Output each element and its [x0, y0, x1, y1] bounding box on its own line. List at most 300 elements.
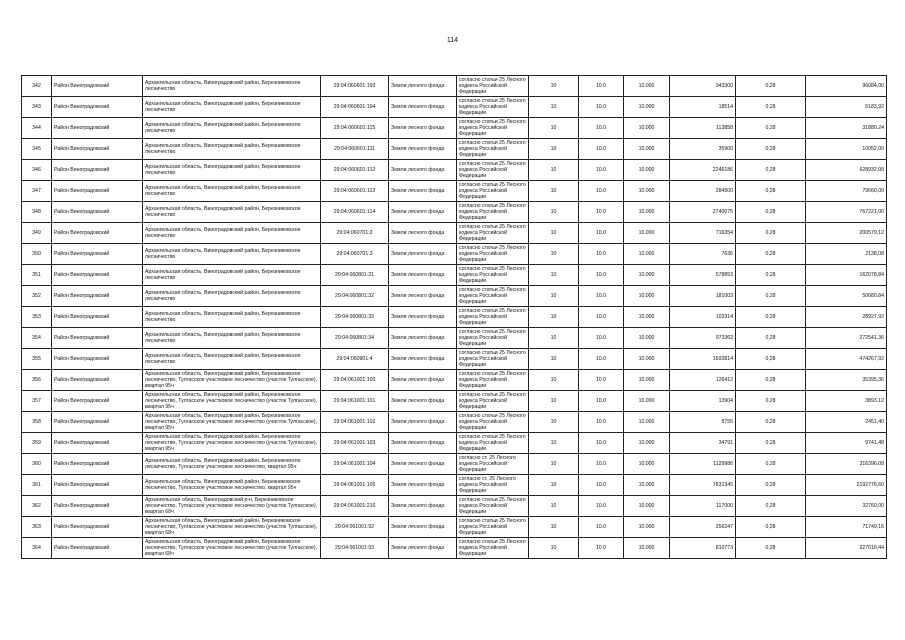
legal-basis-cell: согласно статьи 25 Лесного кодекса Российской Федерации — [457, 181, 529, 202]
land-category-cell: Земли лесного фонда — [389, 433, 457, 454]
legal-basis-cell: согласно статьи 25 Лесного кодекса Российской Федерации — [457, 433, 529, 454]
land-category-cell: Земли лесного фонда — [389, 181, 457, 202]
sum-cell: 96084,00 — [806, 76, 887, 97]
value-cell-1: 10 — [529, 97, 579, 118]
value-cell-2: 10.0 — [579, 370, 624, 391]
district-cell: Район Виноградовский — [52, 139, 143, 160]
cadastral-number-cell: 29:04:060801:34 — [321, 328, 389, 349]
row-number-cell: 342 — [22, 76, 52, 97]
sum-cell: 10052,00 — [806, 139, 887, 160]
value-cell-2: 10.0 — [579, 286, 624, 307]
rate-cell: 0,28 — [736, 181, 806, 202]
sum-cell: 5183,92 — [806, 97, 887, 118]
value-cell-2: 10.0 — [579, 202, 624, 223]
legal-basis-cell: согласно статьи 25 Лесного кодекса Российской Федерации — [457, 265, 529, 286]
value-cell-1: 10 — [529, 286, 579, 307]
table-row — [22, 475, 887, 496]
value-cell-3: 10.000 — [624, 244, 670, 265]
value-cell-1: 10 — [529, 118, 579, 139]
area-cell: 8755 — [670, 412, 736, 433]
table-row — [22, 244, 887, 265]
value-cell-1: 10 — [529, 223, 579, 244]
land-category-cell: Земли лесного фонда — [389, 349, 457, 370]
legal-basis-cell: согласно статьи 25 Лесного кодекса Российской Федерации — [457, 286, 529, 307]
sum-cell: 767221,00 — [806, 202, 887, 223]
area-cell: 2246186 — [670, 160, 736, 181]
cadastral-number-cell: 29:04:060601:112 — [321, 160, 389, 181]
address-cell: Архангельская область, Виноградовский район, Березниковское лесничество — [143, 286, 321, 307]
cadastral-number-cell: 29:04:061001:216 — [321, 496, 389, 517]
district-cell: Район Виноградовский — [52, 433, 143, 454]
table-row — [22, 496, 887, 517]
row-number-cell: 358 — [22, 412, 52, 433]
address-cell: Архангельская область, Виноградовский район, Березниковское лесничество, Тулгасское участковое лесничество (участок Тулгасское), квартал 68ч — [143, 538, 321, 559]
row-number-cell: 363 — [22, 517, 52, 538]
area-cell: 117000 — [670, 496, 736, 517]
value-cell-3: 10.000 — [624, 118, 670, 139]
value-cell-1: 10 — [529, 454, 579, 475]
value-cell-1: 10 — [529, 307, 579, 328]
value-cell-1: 10 — [529, 244, 579, 265]
address-cell: Архангельская область, Виноградовский район, Березниковское лесничество, Тулгасское участковое лесничество (участок Тулгасское), квартал 95ч — [143, 391, 321, 412]
value-cell-3: 10.000 — [624, 328, 670, 349]
table-row — [22, 223, 887, 244]
area-cell: 973362 — [670, 328, 736, 349]
sum-cell: 227016,44 — [806, 538, 887, 559]
value-cell-3: 10.000 — [624, 433, 670, 454]
legal-basis-cell: согласно статьи 25 Лесного кодекса Российской Федерации — [457, 244, 529, 265]
district-cell: Район Виноградовский — [52, 97, 143, 118]
value-cell-3: 10.000 — [624, 286, 670, 307]
value-cell-2: 10.0 — [579, 160, 624, 181]
row-number-cell: 362 — [22, 496, 52, 517]
value-cell-3: 10.000 — [624, 76, 670, 97]
value-cell-2: 10.0 — [579, 307, 624, 328]
row-number-cell: 352 — [22, 286, 52, 307]
value-cell-1: 10 — [529, 76, 579, 97]
land-category-cell: Земли лесного фонда — [389, 286, 457, 307]
sum-cell: 71749,16 — [806, 517, 887, 538]
value-cell-2: 10.0 — [579, 244, 624, 265]
rate-cell: 0,28 — [736, 496, 806, 517]
cadastral-number-cell: 29:04:061001:104 — [321, 454, 389, 475]
row-number-cell: 360 — [22, 454, 52, 475]
area-cell: 7831345 — [670, 475, 736, 496]
area-cell: 103314 — [670, 307, 736, 328]
table-row — [22, 118, 887, 139]
address-cell: Архангельская область, Виноградовский район, Березниковское лесничество — [143, 76, 321, 97]
value-cell-3: 10.000 — [624, 202, 670, 223]
cadastral-number-cell: 29:04:060801:32 — [321, 286, 389, 307]
value-cell-1: 10 — [529, 391, 579, 412]
page-number: 114 — [446, 37, 459, 44]
value-cell-2: 10.0 — [579, 391, 624, 412]
district-cell: Район Виноградовский — [52, 244, 143, 265]
row-number-cell: 364 — [22, 538, 52, 559]
cadastral-number-cell: 29:04:060601:113 — [321, 181, 389, 202]
value-cell-3: 10.000 — [624, 160, 670, 181]
district-cell: Район Виноградовский — [52, 160, 143, 181]
table-row — [22, 328, 887, 349]
table-row — [22, 139, 887, 160]
row-number-cell: 354 — [22, 328, 52, 349]
land-category-cell: Земли лесного фонда — [389, 307, 457, 328]
value-cell-2: 10.0 — [579, 223, 624, 244]
legal-basis-cell: согласно статьи 25 Лесного кодекса Российской Федерации — [457, 538, 529, 559]
rate-cell: 0,28 — [736, 538, 806, 559]
value-cell-1: 10 — [529, 475, 579, 496]
value-cell-1: 10 — [529, 139, 579, 160]
row-number-cell: 348 — [22, 202, 52, 223]
legal-basis-cell: согласно статьи 25 Лесного кодекса Российской Федерации — [457, 349, 529, 370]
area-cell: 343300 — [670, 76, 736, 97]
cadastral-number-cell: 29:04:060901:4 — [321, 349, 389, 370]
sum-cell: 474267,92 — [806, 349, 887, 370]
value-cell-3: 10.000 — [624, 391, 670, 412]
address-cell: Архангельская область, Виноградовский район, Березниковское лесничество — [143, 349, 321, 370]
address-cell: Архангельская область, Виноградовский район, Березниковское лесничество — [143, 244, 321, 265]
district-cell: Район Виноградовский — [52, 307, 143, 328]
table-row — [22, 160, 887, 181]
value-cell-2: 10.0 — [579, 412, 624, 433]
district-cell: Район Виноградовский — [52, 223, 143, 244]
value-cell-1: 10 — [529, 160, 579, 181]
cadastral-number-cell: 29:04:060601:111 — [321, 139, 389, 160]
area-cell: 810773 — [670, 538, 736, 559]
value-cell-3: 10.000 — [624, 97, 670, 118]
cadastral-number-cell: 29:04:060801:31 — [321, 265, 389, 286]
address-cell: Архангельская область, Виноградовский район, Березниковское лесничество — [143, 160, 321, 181]
cadastral-number-cell: 29:04:060601:193 — [321, 76, 389, 97]
address-cell: Архангельская область, Виноградовский район, Березниковское лесничество, Тулгасское участковое лесничество (участок Тулгасское), квартал 95ч — [143, 370, 321, 391]
area-cell: 113858 — [670, 118, 736, 139]
address-cell: Архангельская область, Виноградовский район, Березниковское лесничество — [143, 307, 321, 328]
value-cell-3: 10.000 — [624, 139, 670, 160]
land-category-cell: Земли лесного фонда — [389, 391, 457, 412]
row-number-cell: 343 — [22, 97, 52, 118]
row-number-cell: 357 — [22, 391, 52, 412]
legal-basis-cell: согласно статьи 25 Лесного кодекса Российской Федерации — [457, 496, 529, 517]
value-cell-3: 10.000 — [624, 454, 670, 475]
rate-cell: 0,28 — [736, 517, 806, 538]
table-row — [22, 538, 887, 559]
sum-cell: 35395,36 — [806, 370, 887, 391]
value-cell-1: 10 — [529, 202, 579, 223]
rate-cell: 0,28 — [736, 433, 806, 454]
value-cell-2: 10.0 — [579, 433, 624, 454]
legal-basis-cell: согласно статьи 25 Лесного кодекса Российской Федерации — [457, 328, 529, 349]
sum-cell: 3893,12 — [806, 391, 887, 412]
value-cell-3: 10.000 — [624, 475, 670, 496]
land-category-cell: Земли лесного фонда — [389, 412, 457, 433]
value-cell-3: 10.000 — [624, 517, 670, 538]
table-row — [22, 307, 887, 328]
value-cell-1: 10 — [529, 349, 579, 370]
district-cell: Район Виноградовский — [52, 517, 143, 538]
district-cell: Район Виноградовский — [52, 349, 143, 370]
area-cell: 2740075 — [670, 202, 736, 223]
table-row — [22, 454, 887, 475]
district-cell: Район Виноградовский — [52, 412, 143, 433]
row-number-cell: 350 — [22, 244, 52, 265]
rate-cell: 0,28 — [736, 160, 806, 181]
row-number-cell: 353 — [22, 307, 52, 328]
district-cell: Район Виноградовский — [52, 475, 143, 496]
table-row — [22, 517, 887, 538]
value-cell-2: 10.0 — [579, 496, 624, 517]
area-cell: 578853 — [670, 265, 736, 286]
value-cell-2: 10.0 — [579, 118, 624, 139]
sum-cell: 162078,84 — [806, 265, 887, 286]
district-cell: Район Виноградовский — [52, 370, 143, 391]
rate-cell: 0,28 — [736, 223, 806, 244]
table-row — [22, 286, 887, 307]
value-cell-2: 10.0 — [579, 475, 624, 496]
address-cell: Архангельская область, Виноградовский район, Березниковское лесничество, Тулгасское участковое лесничество, квартал 95ч — [143, 475, 321, 496]
address-cell: Архангельская область, Виноградовский район, Березниковское лесничество, Тулгасское участковое лесничество (участок Тулгасское), квартал 68ч — [143, 517, 321, 538]
address-cell: Архангельская область, Виноградовский район, Березниковское лесничество — [143, 181, 321, 202]
area-cell: 7636 — [670, 244, 736, 265]
cadastral-number-cell: 29:04:061001:100 — [321, 370, 389, 391]
district-cell: Район Виноградовский — [52, 286, 143, 307]
row-number-cell: 361 — [22, 475, 52, 496]
address-cell: Архангельская область, Виноградовский район, Березниковское лесничество, Тулгасское участковое лесничество (участок Тулгасское), квартал 95ч — [143, 433, 321, 454]
value-cell-1: 10 — [529, 433, 579, 454]
land-category-cell: Земли лесного фонда — [389, 538, 457, 559]
value-cell-3: 10.000 — [624, 181, 670, 202]
value-cell-2: 10.0 — [579, 349, 624, 370]
area-cell: 18514 — [670, 97, 736, 118]
land-category-cell: Земли лесного фонда — [389, 139, 457, 160]
rate-cell: 0,28 — [736, 76, 806, 97]
district-cell: Район Виноградовский — [52, 76, 143, 97]
table-row — [22, 181, 887, 202]
land-category-cell: Земли лесного фонда — [389, 244, 457, 265]
district-cell: Район Виноградовский — [52, 118, 143, 139]
legal-basis-cell: согласно статьи 25 Лесного кодекса Российской Федерации — [457, 307, 529, 328]
rate-cell: 0,28 — [736, 286, 806, 307]
cadastral-number-cell: 29:04:061001:105 — [321, 475, 389, 496]
value-cell-2: 10.0 — [579, 265, 624, 286]
land-category-cell: Земли лесного фонда — [389, 370, 457, 391]
rate-cell: 0,28 — [736, 349, 806, 370]
legal-basis-cell: согласно статьи 25 Лесного кодекса Российской Федерации — [457, 202, 529, 223]
land-category-cell: Земли лесного фонда — [389, 76, 457, 97]
land-category-cell: Земли лесного фонда — [389, 265, 457, 286]
address-cell: Архангельская область, Виноградовский район, Березниковское лесничество — [143, 223, 321, 244]
area-cell: 34791 — [670, 433, 736, 454]
rate-cell: 0,28 — [736, 370, 806, 391]
sum-cell: 272541,36 — [806, 328, 887, 349]
sum-cell: 28927,92 — [806, 307, 887, 328]
sum-cell: 628932,08 — [806, 160, 887, 181]
district-cell: Район Виноградовский — [52, 496, 143, 517]
value-cell-2: 10.0 — [579, 181, 624, 202]
table-row — [22, 97, 887, 118]
table-row — [22, 76, 887, 97]
cadastral-number-cell: 29:04:060601:115 — [321, 118, 389, 139]
value-cell-1: 10 — [529, 181, 579, 202]
cadastral-number-cell: 29:04:061001:93 — [321, 538, 389, 559]
value-cell-2: 10.0 — [579, 517, 624, 538]
area-cell: 181003 — [670, 286, 736, 307]
address-cell: Архангельская область, Виноградовский район, Березниковское лесничество — [143, 97, 321, 118]
sum-cell: 79660,00 — [806, 181, 887, 202]
cadastral-number-cell: 29:04:061001:103 — [321, 433, 389, 454]
area-cell: 256247 — [670, 517, 736, 538]
address-cell: Архангельская область, Виноградовский район, Березниковское лесничество — [143, 202, 321, 223]
sum-cell: 32760,00 — [806, 496, 887, 517]
value-cell-1: 10 — [529, 538, 579, 559]
land-category-cell: Земли лесного фонда — [389, 454, 457, 475]
legal-basis-cell: согласно ст. 25 Лесного кодекса Российской Федерации — [457, 454, 529, 475]
rate-cell: 0,28 — [736, 328, 806, 349]
value-cell-2: 10.0 — [579, 538, 624, 559]
value-cell-1: 10 — [529, 265, 579, 286]
address-cell: Архангельская область, Виноградовский район, Березниковское лесничество, Тулгасское участковое лесничество (участок Тулгасское), квартал 95ч — [143, 412, 321, 433]
area-cell: 126412 — [670, 370, 736, 391]
value-cell-3: 10.000 — [624, 412, 670, 433]
land-category-cell: Земли лесного фонда — [389, 475, 457, 496]
district-cell: Район Виноградовский — [52, 202, 143, 223]
cadastral-number-cell: 29:04:061001:101 — [321, 391, 389, 412]
table-row — [22, 370, 887, 391]
rate-cell: 0,28 — [736, 307, 806, 328]
value-cell-3: 10.000 — [624, 370, 670, 391]
area-cell: 284500 — [670, 181, 736, 202]
land-category-cell: Земли лесного фонда — [389, 223, 457, 244]
sum-cell: 50680,84 — [806, 286, 887, 307]
district-cell: Район Виноградовский — [52, 538, 143, 559]
row-number-cell: 355 — [22, 349, 52, 370]
legal-basis-cell: согласно ст. 25 Лесного кодекса Российской Федерации — [457, 475, 529, 496]
legal-basis-cell: согласно статьи 25 Лесного кодекса Российской Федерации — [457, 370, 529, 391]
district-cell: Район Виноградовский — [52, 265, 143, 286]
rate-cell: 0,28 — [736, 244, 806, 265]
land-category-cell: Земли лесного фонда — [389, 160, 457, 181]
table-row — [22, 202, 887, 223]
value-cell-3: 10.000 — [624, 538, 670, 559]
legal-basis-cell: согласно статьи 25 Лесного кодекса Российской Федерации — [457, 223, 529, 244]
address-cell: Архангельская область, Виноградовский р-н, Березниковское лесничество, Тулгасское участковое лесничество (участок Тулгасское), квартал 68ч — [143, 496, 321, 517]
value-cell-1: 10 — [529, 517, 579, 538]
table-body — [22, 76, 887, 559]
row-number-cell: 356 — [22, 370, 52, 391]
cadastral-number-cell: 29:04:060601:194 — [321, 97, 389, 118]
rate-cell: 0,28 — [736, 391, 806, 412]
legal-basis-cell: согласно статьи 25 Лесного кодекса Российской Федерации — [457, 391, 529, 412]
table-row — [22, 433, 887, 454]
cadastral-number-cell: 29:04:060601:114 — [321, 202, 389, 223]
address-cell: Архангельская область, Виноградовский район, Березниковское лесничество — [143, 118, 321, 139]
land-category-cell: Земли лесного фонда — [389, 118, 457, 139]
address-cell: Архангельская область, Виноградовский район, Березниковское лесничество, Тулгасское участковое лесничество, квартал 95ч — [143, 454, 321, 475]
land-category-cell: Земли лесного фонда — [389, 496, 457, 517]
value-cell-1: 10 — [529, 412, 579, 433]
legal-basis-cell: согласно статьи 25 Лесного кодекса Российской Федерации — [457, 412, 529, 433]
land-register-table — [21, 75, 887, 559]
row-number-cell: 351 — [22, 265, 52, 286]
value-cell-3: 10.000 — [624, 307, 670, 328]
value-cell-2: 10.0 — [579, 139, 624, 160]
area-cell: 35900 — [670, 139, 736, 160]
legal-basis-cell: согласно статьи 25 Лесного кодекса Российской Федерации — [457, 517, 529, 538]
rate-cell: 0,28 — [736, 139, 806, 160]
land-category-cell: Земли лесного фонда — [389, 202, 457, 223]
table-row — [22, 391, 887, 412]
district-cell: Район Виноградовский — [52, 328, 143, 349]
area-cell: 13904 — [670, 391, 736, 412]
cadastral-number-cell: 29:04:061001:92 — [321, 517, 389, 538]
value-cell-3: 10.000 — [624, 496, 670, 517]
legal-basis-cell: согласно статьи 25 Лесного кодекса Российской Федерации — [457, 97, 529, 118]
cadastral-number-cell: 29:04:060801:33 — [321, 307, 389, 328]
row-number-cell: 345 — [22, 139, 52, 160]
address-cell: Архангельская область, Виноградовский район, Березниковское лесничество — [143, 265, 321, 286]
value-cell-2: 10.0 — [579, 328, 624, 349]
cadastral-number-cell: 29:04:061001:102 — [321, 412, 389, 433]
value-cell-2: 10.0 — [579, 76, 624, 97]
district-cell: Район Виноградовский — [52, 454, 143, 475]
table-row — [22, 349, 887, 370]
table-row — [22, 265, 887, 286]
row-number-cell: 359 — [22, 433, 52, 454]
address-cell: Архангельская область, Виноградовский район, Березниковское лесничество — [143, 139, 321, 160]
row-number-cell: 344 — [22, 118, 52, 139]
legal-basis-cell: согласно статьи 25 Лесного кодекса Российской Федерации — [457, 160, 529, 181]
value-cell-1: 10 — [529, 328, 579, 349]
rate-cell: 0,28 — [736, 454, 806, 475]
rate-cell: 0,28 — [736, 412, 806, 433]
row-number-cell: 347 — [22, 181, 52, 202]
value-cell-3: 10.000 — [624, 265, 670, 286]
sum-cell: 316396,08 — [806, 454, 887, 475]
value-cell-1: 10 — [529, 496, 579, 517]
sum-cell: 200579,12 — [806, 223, 887, 244]
legal-basis-cell: согласно статьи 25 Лесного кодекса Российской Федерации — [457, 139, 529, 160]
area-cell: 1693814 — [670, 349, 736, 370]
table-row — [22, 412, 887, 433]
value-cell-2: 10.0 — [579, 97, 624, 118]
address-cell: Архангельская область, Виноградовский район, Березниковское лесничество — [143, 328, 321, 349]
legal-basis-cell: согласно статьи 25 Лесного кодекса Российской Федерации — [457, 118, 529, 139]
sum-cell: 31880,24 — [806, 118, 887, 139]
legal-basis-cell: согласно статьи 25 Лесного кодекса Российской Федерации — [457, 76, 529, 97]
value-cell-3: 10.000 — [624, 349, 670, 370]
sum-cell: 2138,08 — [806, 244, 887, 265]
area-cell: 1129986 — [670, 454, 736, 475]
rate-cell: 0,28 — [736, 475, 806, 496]
cadastral-number-cell: 29:04:060701:3 — [321, 244, 389, 265]
district-cell: Район Виноградовский — [52, 181, 143, 202]
land-category-cell: Земли лесного фонда — [389, 517, 457, 538]
row-number-cell: 346 — [22, 160, 52, 181]
district-cell: Район Виноградовский — [52, 391, 143, 412]
cadastral-number-cell: 29:04:060701:2 — [321, 223, 389, 244]
sum-cell: 9741,48 — [806, 433, 887, 454]
land-category-cell: Земли лесного фонда — [389, 97, 457, 118]
rate-cell: 0,28 — [736, 202, 806, 223]
value-cell-2: 10.0 — [579, 454, 624, 475]
row-number-cell: 349 — [22, 223, 52, 244]
rate-cell: 0,28 — [736, 97, 806, 118]
value-cell-3: 10.000 — [624, 223, 670, 244]
land-category-cell: Земли лесного фонда — [389, 328, 457, 349]
rate-cell: 0,28 — [736, 118, 806, 139]
value-cell-1: 10 — [529, 370, 579, 391]
sum-cell: 2451,40 — [806, 412, 887, 433]
area-cell: 716354 — [670, 223, 736, 244]
